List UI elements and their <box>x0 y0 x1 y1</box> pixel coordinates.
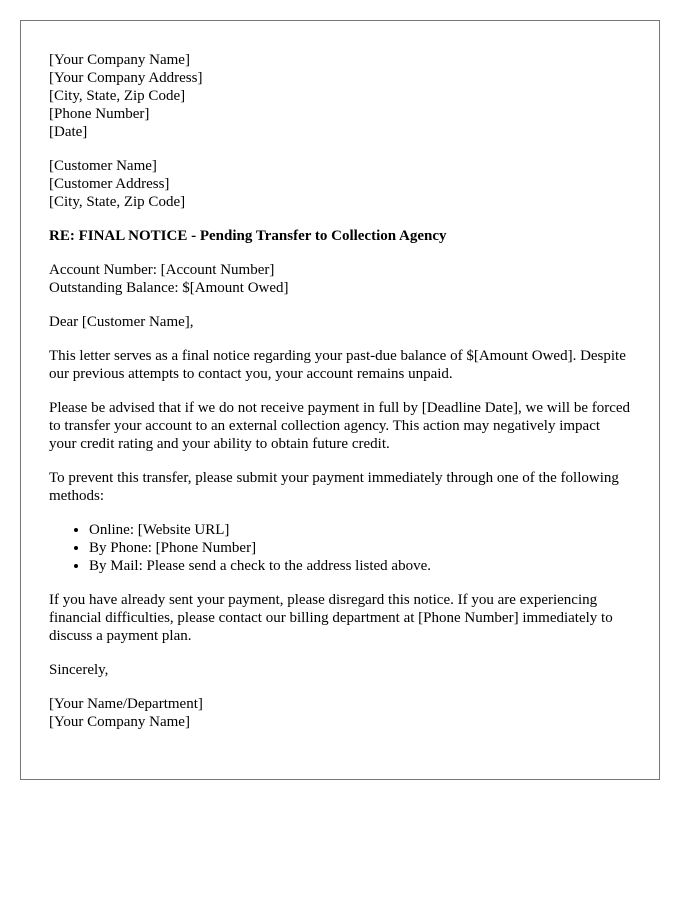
paragraph-disregard-notice: If you have already sent your payment, please disregard this notice. If you are experiencing financial difficulties, please contact our billing department at [Phone Number] immediately to discuss a payment plan. <box>49 592 613 644</box>
sender-address-block <box>49 51 631 141</box>
outstanding-balance: Outstanding Balance: $[Amount Owed] <box>49 280 289 296</box>
sender-company-address: [Your Company Address] <box>49 70 203 86</box>
account-info-block <box>49 261 631 297</box>
letter-page <box>20 20 660 780</box>
payment-method-online: • Online: [Website URL] <box>89 521 631 539</box>
sender-phone: [Phone Number] <box>49 106 150 122</box>
subject-line: RE: FINAL NOTICE - Pending Transfer to Collection Agency <box>49 228 447 244</box>
account-number: Account Number: [Account Number] <box>49 262 275 278</box>
sender-company-name: [Your Company Name] <box>49 52 190 68</box>
recipient-address: [Customer Address] <box>49 176 170 192</box>
payment-method-mail: • By Mail: Please send a check to the address listed above. <box>89 557 631 575</box>
closing: Sincerely, <box>49 662 109 678</box>
sender-city-state-zip: [City, State, Zip Code] <box>49 88 186 104</box>
recipient-city-state-zip: [City, State, Zip Code] <box>49 194 186 210</box>
salutation: Dear [Customer Name], <box>49 314 194 330</box>
signature-name-department: [Your Name/Department] <box>49 696 203 712</box>
payment-method-phone: • By Phone: [Phone Number] <box>89 539 631 557</box>
paragraph-collection-warning: Please be advised that if we do not receive payment in full by [Deadline Date], we will be forced to transfer your account to an external collection agency. This action may negatively impact your credit rating and your ability to obtain future credit. <box>49 400 631 452</box>
payment-methods-list <box>49 521 631 575</box>
paragraph-payment-instructions: To prevent this transfer, please submit your payment immediately through one of the following methods: <box>49 470 619 504</box>
recipient-name: [Customer Name] <box>49 158 157 174</box>
signature-company-name: [Your Company Name] <box>49 714 190 730</box>
paragraph-final-notice: This letter serves as a final notice regarding your past-due balance of $[Amount Owed]. Despite our previous attempts to contact you, your account remains unpaid. <box>49 348 626 382</box>
letter-date: [Date] <box>49 124 88 140</box>
signature-block <box>49 695 631 731</box>
recipient-address-block <box>49 157 631 211</box>
